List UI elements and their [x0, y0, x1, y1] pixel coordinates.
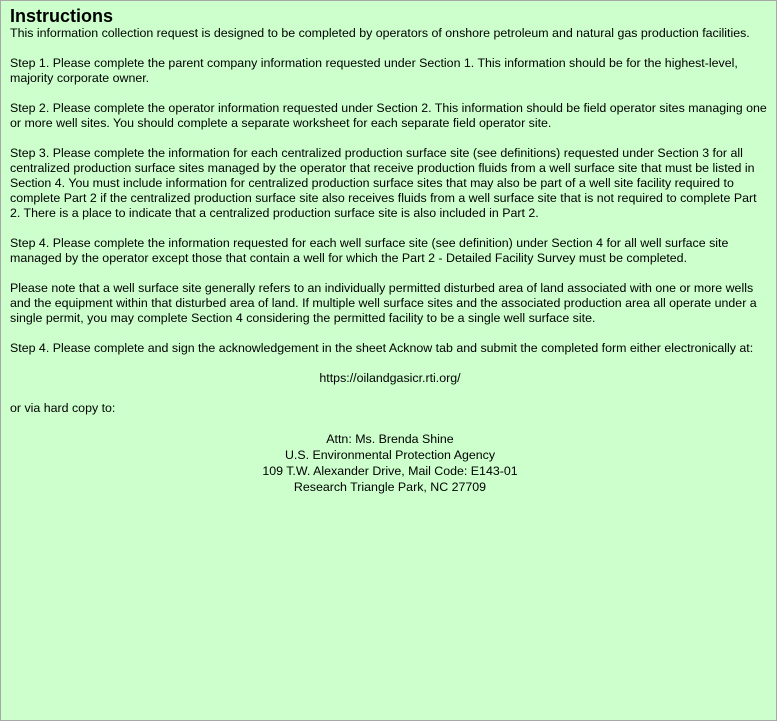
step-1-paragraph: Step 1. Please complete the parent company information requested under Section 1. This information should be for the highest-level, majority corporate owner. [10, 56, 738, 85]
note-paragraph: Please note that a well surface site generally refers to an individually permitted disturbed area of land associated with one or more wells and the equipment within that disturbed area of land. If multiple well surface sites and the associated production area all operate under a single permit, you may complete Section 4 considering the permitted facility to be a single well surface site. [10, 281, 757, 325]
address-attn: Attn: Ms. Brenda Shine [326, 432, 454, 446]
instructions-content [10, 26, 770, 495]
step-4-paragraph: Step 4. Please complete the information requested for each well surface site (see definition) under Section 4 for all well surface site managed by the operator except those that contain a well for which the Part 2 - Detailed Facility Survey must be completed. [10, 236, 729, 265]
mailing-address [10, 431, 770, 495]
submit-paragraph: Step 4. Please complete and sign the acknowledgement in the sheet Acknow tab and submit the completed form either electronically at: [10, 341, 754, 355]
step-2-paragraph: Step 2. Please complete the operator information requested under Section 2. This information should be field operator sites managing one or more well sites. You should complete a separate worksheet for each separate field operator site. [10, 101, 767, 130]
submission-url: https://oilandgasicr.rti.org/ [319, 371, 461, 385]
step-3-paragraph: Step 3. Please complete the information for each centralized production surface site (see definitions) requested under Section 3 for all centralized production surface sites managed by the operator that receive production fluids from a well surface site that must be listed in Section 4. You must include information for centralized production surface sites that may also be part of a well site facility required to complete Part 2 if the centralized production surface site also receives fluids from a well surface site that is not required to complete Part 2. There is a place to indicate that a centralized production surface site is also included in Part 2. [10, 146, 757, 220]
address-agency: U.S. Environmental Protection Agency [284, 448, 496, 462]
page-title: Instructions [10, 6, 114, 26]
hard-copy-label: or via hard copy to: [10, 401, 116, 415]
address-street: 109 T.W. Alexander Drive, Mail Code: E143-01 [262, 464, 518, 478]
intro-paragraph: This information collection request is designed to be completed by operators of onshore petroleum and natural gas production facilities. [10, 26, 750, 40]
address-city: Research Triangle Park, NC 27709 [293, 480, 487, 494]
